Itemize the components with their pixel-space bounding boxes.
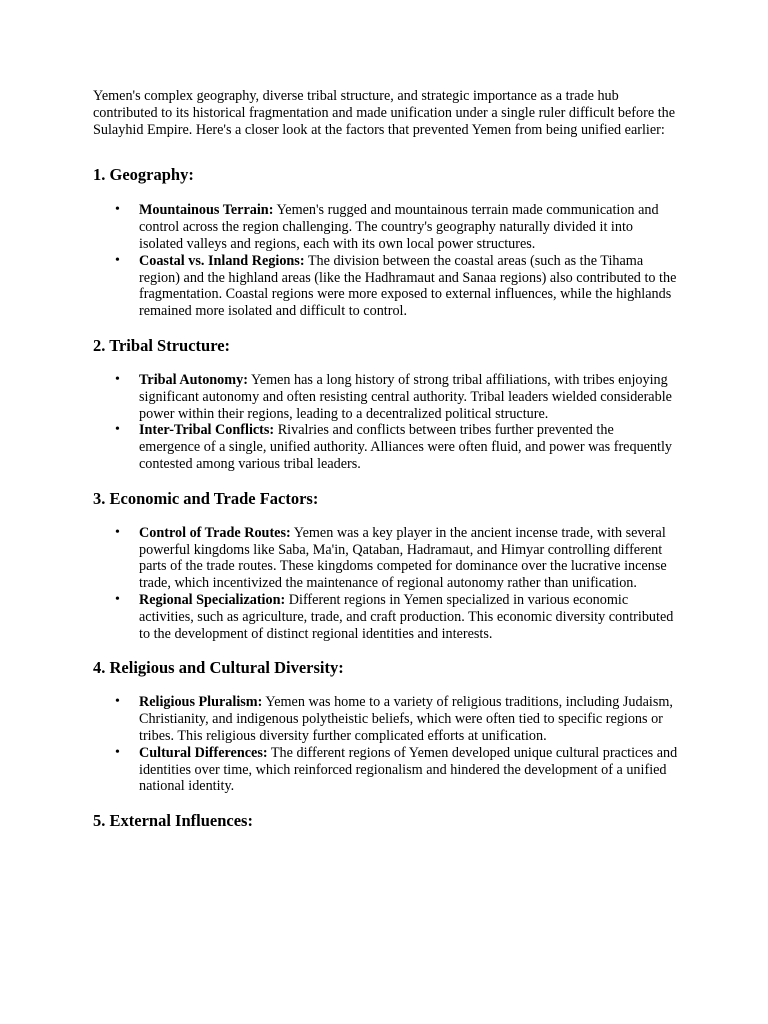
bullet-text: Yemen's rugged and mountainous terrain made communication and control across the region challenging. The country's geography naturally divided it into isolated valleys and regions, each with its own local power structures.: [139, 202, 659, 252]
list-item: [93, 592, 678, 642]
bullet-term: Cultural Differences:: [139, 744, 268, 761]
intro-paragraph: Yemen's complex geography, diverse tribal structure, and strategic importance as a trade hub contributed to its historical fragmentation and made unification under a single ruler difficult before the Sulayhid Empire. Here's a closer look at the factors that prevented Yemen from being unified earlier:: [93, 88, 676, 138]
bullet-text: Rivalries and conflicts between tribes further prevented the emergence of a single, unified authority. Alliances were often fluid, and power was frequently contested among various tribal leaders.: [139, 422, 673, 472]
bullet-icon: •: [115, 202, 120, 218]
religious-cultural-bullet-list: [93, 694, 678, 795]
bullet-term: Mountainous Terrain:: [139, 202, 274, 219]
list-item: [93, 745, 678, 795]
bullet-text: Yemen has a long history of strong tribal affiliations, with tribes enjoying significant autonomy and often resisting central authority. Tribal leaders wielded considerable power within their regions, leading to a decentralized political structure.: [139, 371, 672, 422]
bullet-term: Control of Trade Routes:: [139, 524, 291, 541]
bullet-text: The division between the coastal areas (such as the Tihama region) and the highland areas (like the Hadhramaut and Sanaa regions) also contributed to the fragmentation. Coastal regions were more exposed to external influences, while the highlands remained more isolated and difficult to control.: [139, 252, 677, 320]
bullet-icon: •: [115, 252, 120, 268]
bullet-text: The different regions of Yemen developed unique cultural practices and identities over time, which reinforced regionalism and hindered the development of a unified national identity.: [139, 744, 678, 795]
economic-trade-bullet-list: [93, 525, 678, 643]
bullet-icon: •: [115, 591, 120, 607]
list-item: [93, 525, 678, 592]
list-item: [93, 372, 678, 422]
list-item: [93, 202, 678, 252]
bullet-term: Religious Pluralism:: [139, 694, 263, 711]
bullet-text: Yemen was a key player in the ancient incense trade, with several powerful kingdoms like Saba, Ma'in, Qataban, Hadramaut, and Himyar controlling different parts of the trade routes. These kingdoms competed for dominance over the lucrative incense trade, which incentivized the maintenance of regional autonomy rather than unification.: [139, 524, 667, 592]
bullet-term: Tribal Autonomy:: [139, 371, 248, 388]
bullet-text: Yemen was home to a variety of religious traditions, including Judaism, Christianity, and indigenous polytheistic beliefs, which were often tied to specific regions or tribes. This religious diversity further complicated efforts at unification.: [139, 694, 673, 744]
bullet-icon: •: [115, 744, 120, 760]
section-heading-religious-cultural: 4. Religious and Cultural Diversity:: [93, 658, 344, 678]
document-body: [93, 88, 678, 831]
tribal-structure-bullet-list: [93, 372, 678, 473]
bullet-icon: •: [115, 694, 120, 710]
geography-bullet-list: [93, 202, 678, 320]
section-heading-tribal-structure: 2. Tribal Structure:: [93, 335, 231, 355]
bullet-term: Regional Specialization:: [139, 591, 286, 608]
bullet-term: Coastal vs. Inland Regions:: [139, 252, 305, 269]
bullet-icon: •: [115, 371, 120, 387]
bullet-icon: •: [115, 524, 120, 540]
bullet-icon: •: [115, 422, 120, 438]
section-heading-economic-trade: 3. Economic and Trade Factors:: [93, 488, 319, 508]
list-item: [93, 694, 678, 744]
list-item: [93, 422, 678, 472]
section-heading-external-influences: 5. External Influences:: [93, 811, 253, 831]
bullet-term: Inter-Tribal Conflicts:: [139, 422, 275, 439]
bullet-text: Different regions in Yemen specialized in various economic activities, such as agriculture, trade, and craft production. This economic diversity contributed to the development of distinct regional identities and interests.: [139, 591, 674, 642]
section-heading-geography: 1. Geography:: [93, 165, 194, 185]
list-item: [93, 253, 678, 320]
